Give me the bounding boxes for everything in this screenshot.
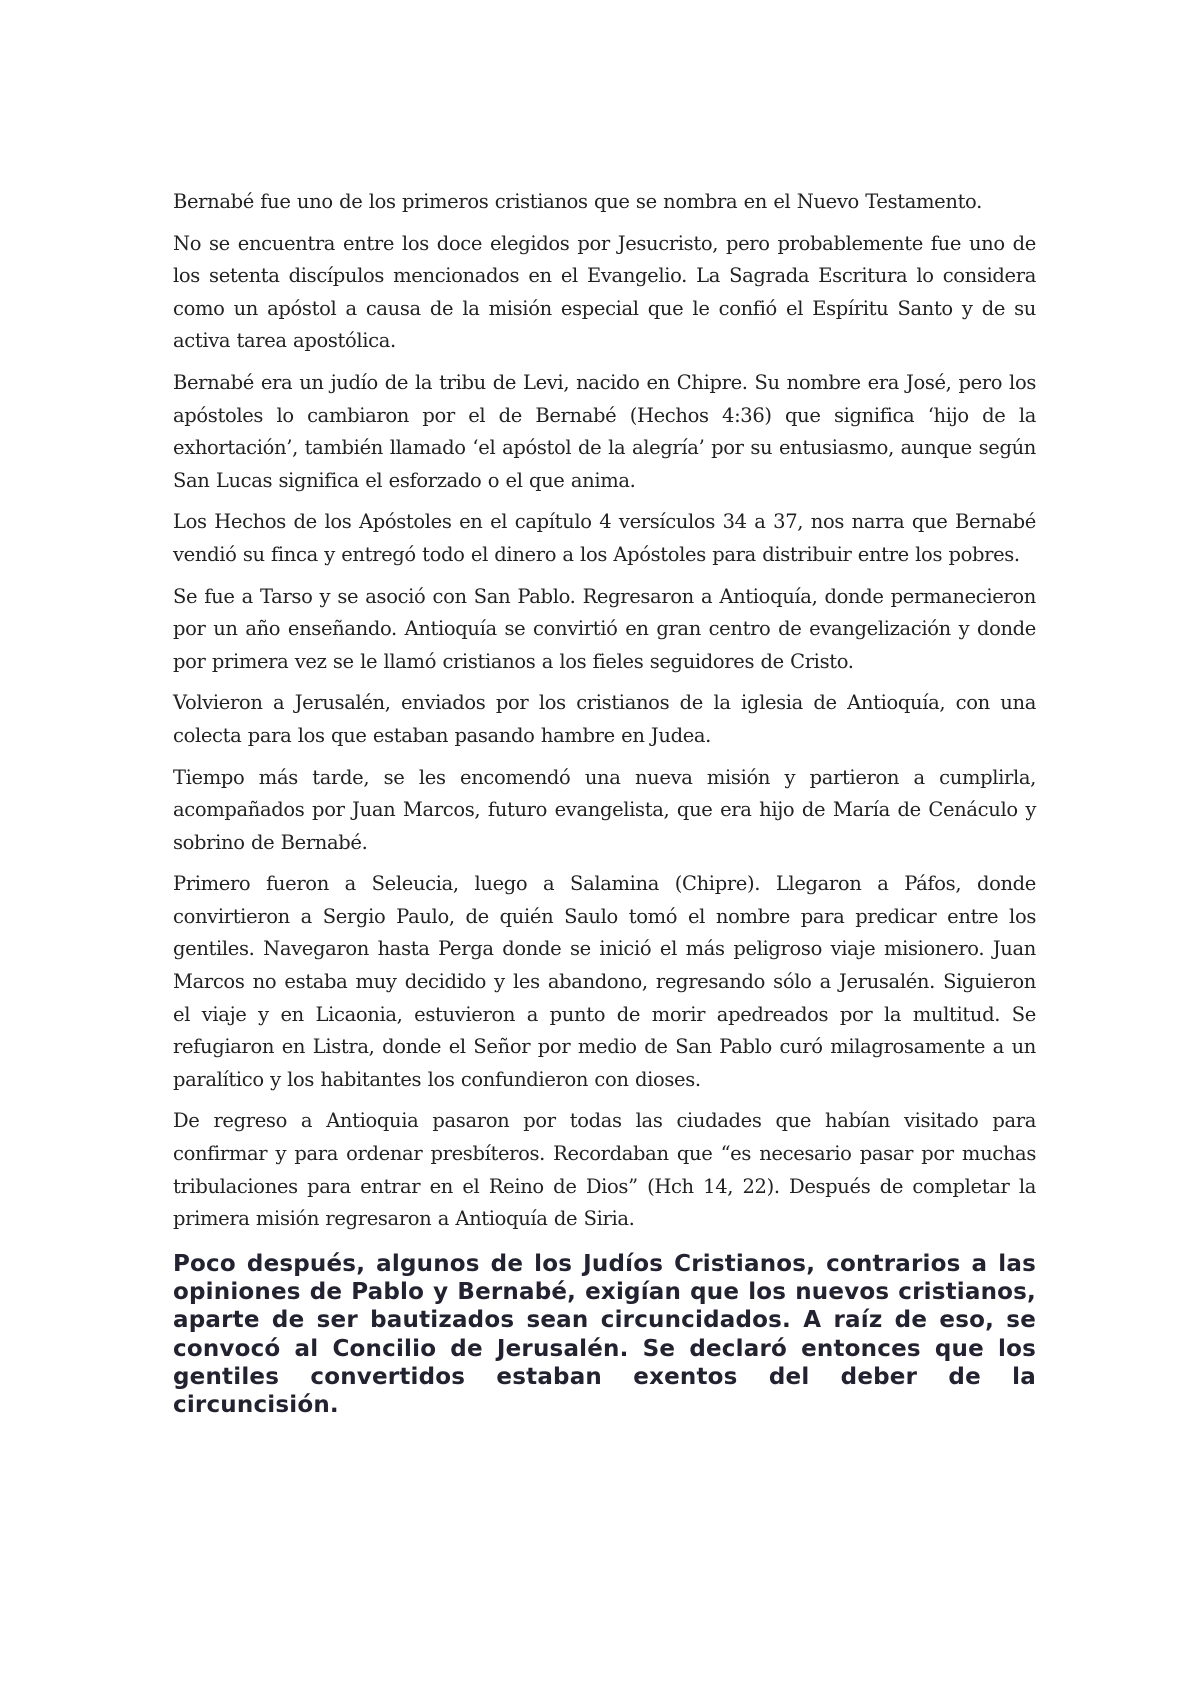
paragraph-origin: Bernabé era un judío de la tribu de Levi, nacido en Chipre. Su nombre era José, pero los apóstoles lo cambiaron por el de Bernabé (Hechos 4:36) que significa ‘hijo de la exhortación’, también llamado ‘el apóstol de la alegría’ por su entusiasmo, aunque según San Lucas significa el esforzado o el que anima. <box>173 370 1036 492</box>
paragraph-mission: Tiempo más tarde, se les encomendó una nueva misión y partieron a cumplirla, acompañados por Juan Marcos, futuro evangelista, que era hijo de María de Cenáculo y sobrino de Bernabé. <box>173 765 1036 854</box>
paragraph-jerusalem: Volvieron a Jerusalén, enviados por los cristianos de la iglesia de Antioquía, con una colecta para los que estaban pasando hambre en Judea. <box>173 691 1036 747</box>
paragraph-tarso: Se fue a Tarso y se asoció con San Pablo. Regresaron a Antioquía, donde permanecieron por un año enseñando. Antioquía se convirtió en gran centro de evangelización y donde por primera vez se le llamó cristianos a los fieles seguidores de Cristo. <box>173 584 1036 673</box>
paragraph-donation: Los Hechos de los Apóstoles en el capítulo 4 versículos 34 a 37, nos narra que Bernabé vendió su finca y entregó todo el dinero a los Apóstoles para distribuir entre los pobres. <box>173 510 1036 566</box>
paragraph-return: De regreso a Antioquia pasaron por todas las ciudades que habían visitado para confirmar y para ordenar presbíteros. Recordaban que “es necesario pasar por muchas tribulaciones para entrar en el Reino de Dios” (Hch 14, 22). Después de completar la primera misión regresaron a Antioquía de Siria. <box>173 1109 1036 1231</box>
paragraph-journey: Primero fueron a Seleucia, luego a Salamina (Chipre). Llegaron a Páfos, donde convirtieron a Sergio Paulo, de quién Saulo tomó el nombre para predicar entre los gentiles. Navegaron hasta Perga donde se inició el más peligroso viaje misionero. Juan Marcos no estaba muy decidido y les abandono, regresando sólo a Jerusalén. Siguieron el viaje y en Licaonia, estuvieron a punto de morir apedreados por la multitud. Se refugiaron en Listra, donde el Señor por medio de San Pablo curó milagrosamente a un paralítico y los habitantes los confundieron con dioses. <box>173 872 1036 1091</box>
paragraph-intro: Bernabé fue uno de los primeros cristianos que se nombra en el Nuevo Testamento. <box>173 190 982 213</box>
paragraph-council-bold: Poco después, algunos de los Judíos Cristianos, contrarios a las opiniones de Pablo y Bernabé, exigían que los nuevos cristianos, aparte de ser bautizados sean circuncidados. A raíz de eso, se convocó al Concilio de Jerusalén. Se declaró entonces que los gentiles convertidos estaban exentos del deber de la circuncisión. <box>173 1250 1036 1419</box>
paragraph-apostle: No se encuentra entre los doce elegidos por Jesucristo, pero probablemente fue uno de los setenta discípulos mencionados en el Evangelio. La Sagrada Escritura lo considera como un apóstol a causa de la misión especial que le confió el Espíritu Santo y de su activa tarea apostólica. <box>173 231 1036 353</box>
document-body <box>173 186 1036 1420</box>
